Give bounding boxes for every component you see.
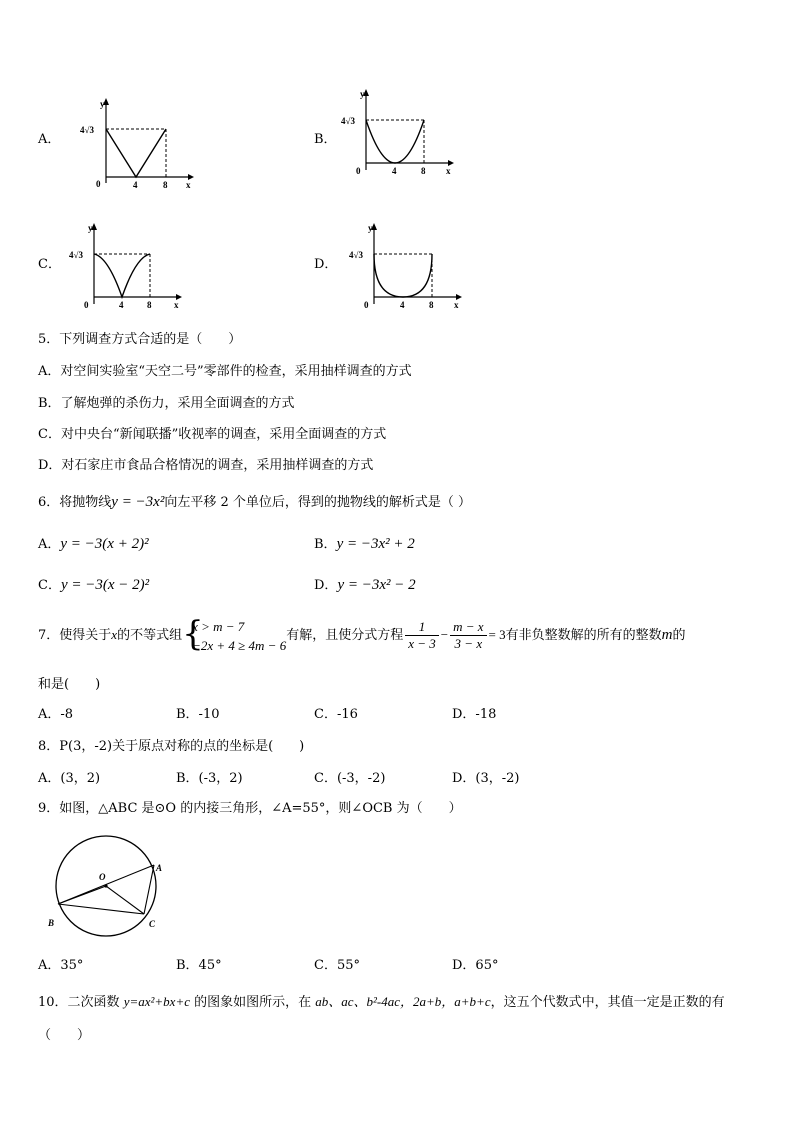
y-tick-label: 4√3 <box>69 250 83 260</box>
q6-stem-pre: 6．将抛物线 <box>38 495 112 510</box>
label-b: B <box>48 918 55 928</box>
q5-stem: 5．下列调查方式合适的是（ ） <box>38 332 242 347</box>
q7-fraction-2 <box>450 619 486 652</box>
fraction-numerator: 1 <box>405 619 439 636</box>
option-formula: y = −3x² + 2 <box>336 536 415 552</box>
x-axis-label: x <box>446 166 451 176</box>
q6-stem-post: 向左平移 2 个单位后，得到的抛物线的解析式是（ ） <box>164 495 472 510</box>
q6-option-c <box>38 576 149 595</box>
origin-label: 0 <box>96 179 101 189</box>
x-tick-8: 8 <box>147 300 152 310</box>
q6-option-d <box>314 576 416 595</box>
q8-stem: 8．P(3，-2)关于原点对称的点的坐标是( ) <box>38 739 305 754</box>
q7-ineq-2: −2x + 4 ≥ 4m − 6 <box>192 637 287 653</box>
origin-label: 0 <box>84 300 89 310</box>
q8-option-d: D．(3，-2) <box>452 771 520 786</box>
q6-stem-formula: y = −3x² <box>111 494 165 510</box>
q4-option-d-graph <box>346 222 466 317</box>
fraction-denominator: x − 3 <box>408 636 436 651</box>
q7-eq-rhs: = 3 <box>488 627 506 642</box>
q10-pre: 10．二次函数 <box>38 995 124 1010</box>
label-a: A <box>156 863 163 873</box>
q8-option-b: B．(-3，2) <box>176 771 243 786</box>
q4-option-b-graph <box>340 88 460 183</box>
y-axis-label: y <box>368 223 373 233</box>
x-tick-4: 4 <box>133 180 138 190</box>
q7-var-m: m <box>661 627 673 643</box>
y-tick-label: 4√3 <box>341 116 355 126</box>
q4-option-d-letter: D． <box>314 257 338 272</box>
option-formula: y = −3(x − 2)² <box>60 577 150 593</box>
q4-option-a-letter: A． <box>38 132 61 147</box>
q9-option-c: C．55° <box>314 958 360 973</box>
q7-inequality-system <box>182 613 287 655</box>
q7-ineq-1: x > m − 7 <box>192 618 245 634</box>
label-o: O <box>99 872 106 882</box>
q5-option-a: A．对空间实验室“天空二号”零部件的检查，采用抽样调查的方式 <box>38 364 412 379</box>
q10-func: y=ax²+bx+c <box>123 994 190 1009</box>
brace-glyph: { <box>182 613 204 654</box>
y-axis-label: y <box>100 99 105 109</box>
q8-option-c: C．(-3，-2) <box>314 771 386 786</box>
q7-stem-pre: 7．使得关于 <box>38 628 112 643</box>
q9-stem: 9．如图，△ABC 是⊙O 的内接三角形，∠A=55°，则∠OCB 为（ ） <box>38 801 462 816</box>
q5-option-d: D．对石家庄市食品合格情况的调查，采用抽样调查的方式 <box>38 458 374 473</box>
q10-mid: 的图象如图所示，在 <box>189 995 316 1010</box>
q7-stem-mid1: 的不等式组 <box>117 628 183 643</box>
option-letter: D． <box>314 578 338 593</box>
q9-option-d: D．65° <box>452 958 499 973</box>
origin-label: 0 <box>364 300 369 310</box>
origin-label: 0 <box>356 166 361 176</box>
q7-stem <box>38 615 686 656</box>
q4-option-b-letter: B． <box>314 132 337 147</box>
q7-stem-end: 的 <box>672 628 686 643</box>
q7-stem-line2: 和是( ) <box>38 677 101 692</box>
q4-option-a-graph <box>78 95 198 190</box>
q10-exprs: ab、ac、b²-4ac，2a+b，a+b+c <box>315 994 491 1009</box>
q6-option-b <box>314 535 415 554</box>
x-tick-4: 4 <box>119 300 124 310</box>
x-tick-8: 8 <box>163 180 168 190</box>
x-axis-label: x <box>186 180 191 190</box>
x-tick-4: 4 <box>400 300 405 310</box>
x-tick-8: 8 <box>421 166 426 176</box>
q5-option-c: C．对中央台“新闻联播”收视率的调查，采用全面调查的方式 <box>38 427 387 442</box>
q7-option-d: D．-18 <box>452 707 497 722</box>
q7-stem-mid3: 有非负整数解的所有的整数 <box>505 628 662 643</box>
q7-option-c: C．-16 <box>314 707 358 722</box>
y-tick-label: 4√3 <box>80 125 94 135</box>
q6-stem <box>38 493 471 512</box>
y-axis-label: y <box>88 223 93 233</box>
q7-option-a: A．-8 <box>38 707 74 722</box>
q4-option-c-graph <box>66 222 186 317</box>
y-axis-label: y <box>360 89 365 99</box>
fraction-numerator: m − x <box>450 619 486 636</box>
q7-stem-mid2: 有解，且使分式方程 <box>286 628 404 643</box>
q8-option-a: A．(3，2) <box>38 771 101 786</box>
option-letter: A． <box>38 537 61 552</box>
q5-option-b: B．了解炮弹的杀伤力，采用全面调查的方式 <box>38 396 295 411</box>
q7-minus: − <box>440 627 449 642</box>
x-axis-label: x <box>174 300 179 310</box>
q10-stem <box>38 993 725 1012</box>
q9-option-b: B．45° <box>176 958 222 973</box>
option-letter: C． <box>38 578 61 593</box>
x-tick-4: 4 <box>392 166 397 176</box>
q7-var-x: x <box>111 627 118 642</box>
label-c: C <box>149 919 156 929</box>
option-letter: B． <box>314 537 337 552</box>
q9-option-a: A．35° <box>38 958 84 973</box>
y-tick-label: 4√3 <box>349 250 363 260</box>
q9-circle-figure <box>44 834 174 939</box>
q10-line2: （ ） <box>38 1028 91 1043</box>
fraction-denominator: 3 − x <box>454 636 483 651</box>
x-tick-8: 8 <box>429 300 434 310</box>
q7-option-b: B．-10 <box>176 707 220 722</box>
q6-option-a <box>38 535 149 554</box>
q10-post: ，这五个代数式中，其值一定是正数的有 <box>490 995 725 1010</box>
x-axis-label: x <box>454 300 459 310</box>
q7-fraction-1 <box>405 619 439 652</box>
q4-option-c-letter: C． <box>38 257 61 272</box>
option-formula: y = −3x² − 2 <box>337 577 416 593</box>
option-formula: y = −3(x + 2)² <box>60 536 149 552</box>
